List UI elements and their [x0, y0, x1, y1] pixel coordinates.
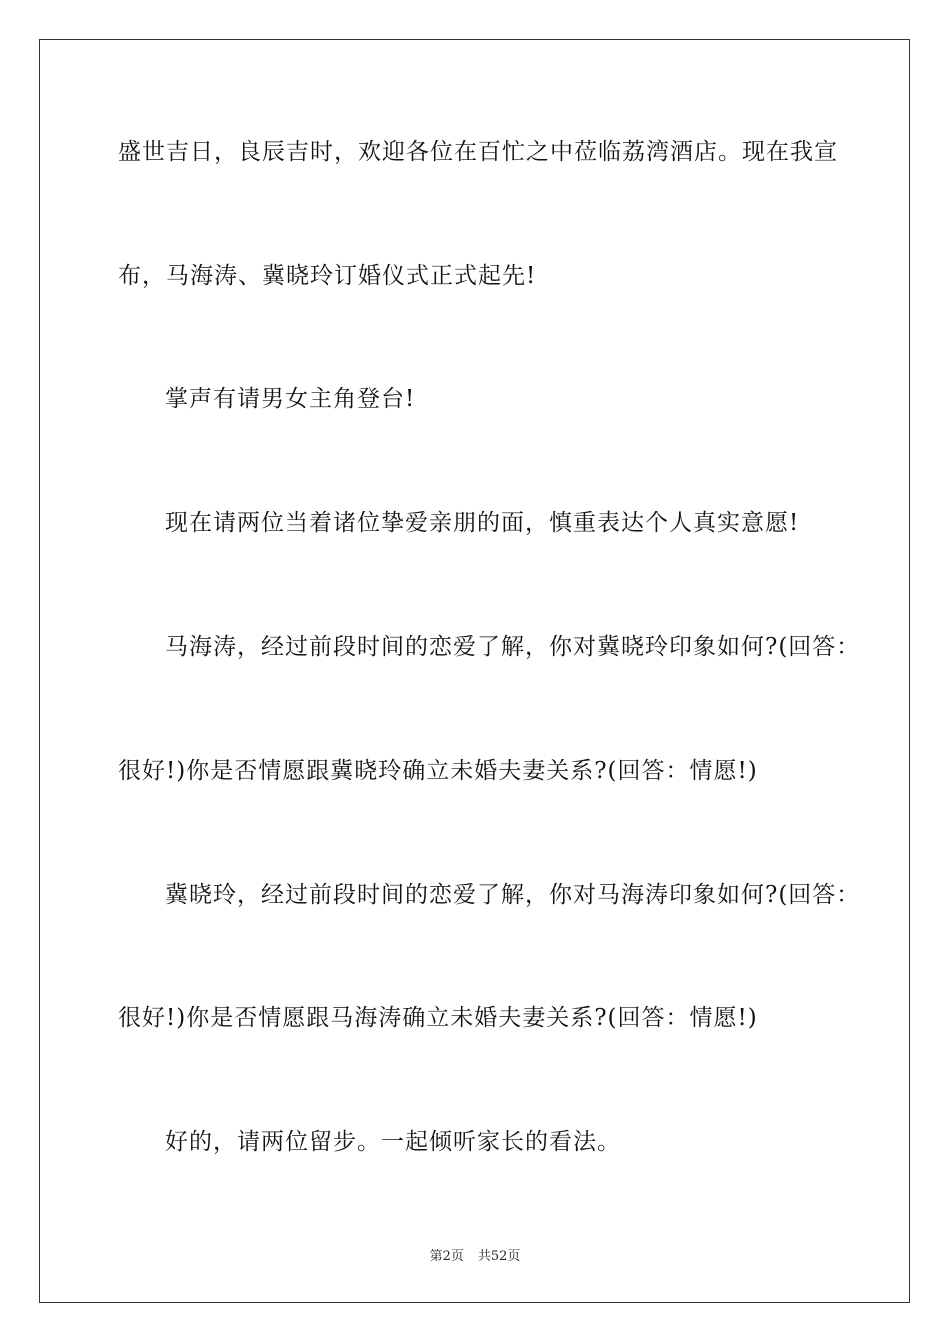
- text-line-3: 掌声有请男女主角登台!: [165, 386, 416, 412]
- page-footer: [0, 1248, 950, 1266]
- text-line-7: 冀晓玲，经过前段时间的恋爱了解，你对马海涛印象如何?(回答：: [165, 882, 861, 908]
- page-total: 共52页: [477, 1249, 521, 1264]
- text-line-8: 很好!)你是否情愿跟马海涛确立未婚夫妻关系?(回答：情愿!): [118, 1005, 758, 1031]
- page-number: 第2页: [429, 1249, 464, 1264]
- text-line-5: 马海涛，经过前段时间的恋爱了解，你对冀晓玲印象如何?(回答：: [165, 634, 861, 660]
- text-line-9: 好的，请两位留步。一起倾听家长的看法。: [165, 1129, 621, 1155]
- text-line-2: 布，马海涛、冀晓玲订婚仪式正式起先!: [118, 263, 537, 289]
- page-frame: [39, 39, 910, 1303]
- text-line-1: 盛世吉日，良辰吉时，欢迎各位在百忙之中莅临荔湾酒店。现在我宣: [118, 139, 838, 165]
- text-line-4: 现在请两位当着诸位挚爱亲朋的面，慎重表达个人真实意愿!: [165, 510, 800, 536]
- text-line-6: 很好!)你是否情愿跟冀晓玲确立未婚夫妻关系?(回答：情愿!): [118, 758, 758, 784]
